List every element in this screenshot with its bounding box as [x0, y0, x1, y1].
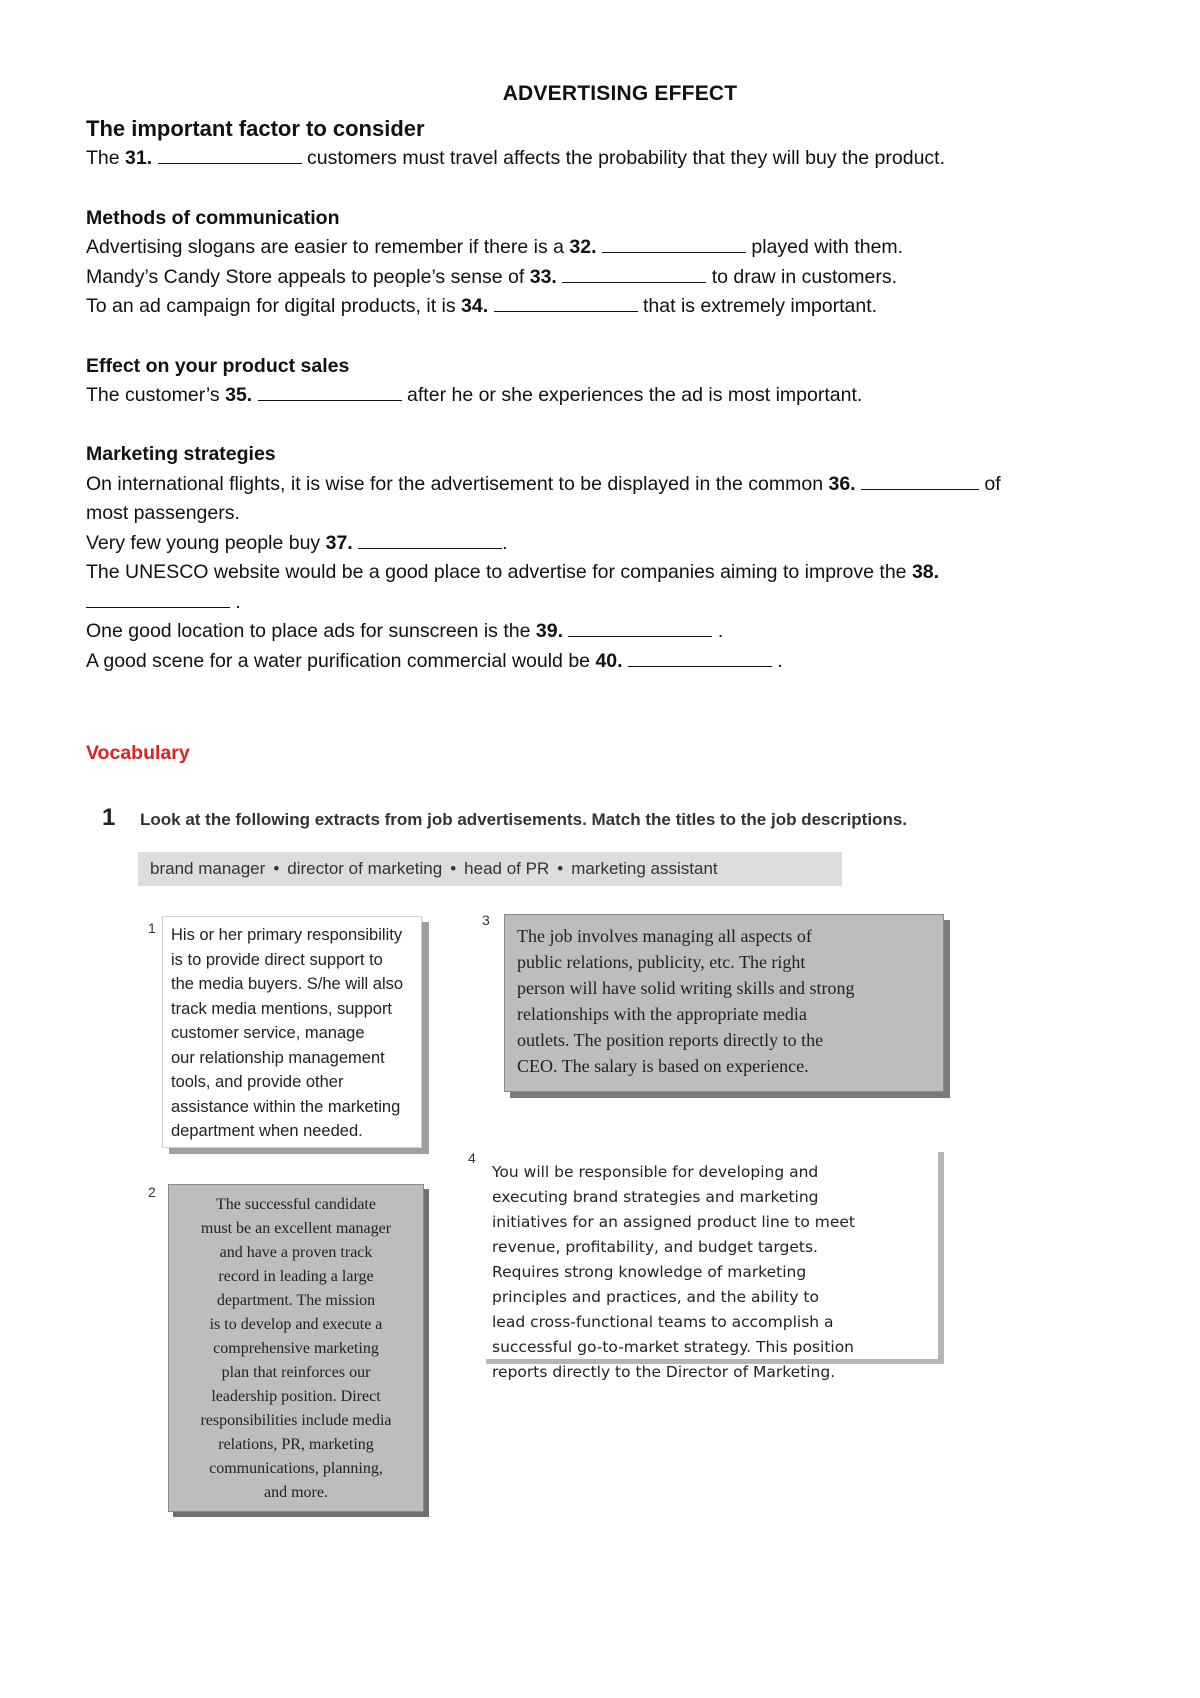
answer-blank-36[interactable] [861, 473, 979, 490]
job-box-label: 2 [148, 1184, 156, 1200]
question-40: A good scene for a water purification commercial would be 40. . [86, 650, 783, 672]
vocabulary-exercise [86, 796, 1036, 1520]
job-description-box-4: You will be responsible for developing and executing brand strategies and marketing initiatives for an assigned product line to meet revenue, profitability, and budget targets. Requires strong knowledge of marketing principles and practices, and the ability to lead cross-functional teams to accomplish a successful go-to-market strategy. This position reports directly to the Director of Marketing. [486, 1152, 944, 1364]
exercise-instruction: Look at the following extracts from job advertisements. Match the titles to the job descriptions. [140, 810, 908, 829]
answer-blank-34[interactable] [494, 295, 638, 312]
question-34: To an ad campaign for digital products, it is 34. that is extremely important. [86, 295, 878, 317]
answer-blank-31[interactable] [158, 147, 302, 164]
job-description-box-2: The successful candidate must be an excellent manager and have a proven track record in leading a large department. The mission is to develop and execute a comprehensive marketing plan that reinforces our leadership position. Direct responsibilities include media relations, PR, marketing communications, planning, and more. [168, 1184, 424, 1512]
section-heading-important-factor: The important factor to consider [86, 116, 425, 141]
exercise-number: 1 [102, 804, 116, 831]
vocabulary-heading: Vocabulary [86, 742, 190, 764]
question-32: Advertising slogans are easier to remember if there is a 32. played with them. [86, 236, 904, 258]
question-number: 33. [529, 266, 557, 288]
job-titles-bar [138, 852, 842, 886]
section-heading-effect: Effect on your product sales [86, 355, 350, 377]
section-heading-marketing: Marketing strategies [86, 443, 276, 465]
job-box-label: 3 [482, 912, 490, 928]
answer-blank-39[interactable] [568, 620, 712, 637]
bullet-separator: • [450, 859, 457, 878]
section-heading-methods: Methods of communication [86, 207, 340, 229]
question-38-continued: . [86, 590, 241, 614]
answer-blank-40[interactable] [628, 650, 772, 667]
document-title: ADVERTISING EFFECT [502, 82, 738, 105]
question-number: 36. [828, 473, 856, 495]
question-36: On international flights, it is wise for the advertisement to be displayed in the common 36. of [86, 473, 1001, 495]
answer-blank-37[interactable] [358, 532, 502, 549]
question-35: The customer’s 35. after he or she experiences the ad is most important. [86, 384, 863, 406]
job-title-term: director of marketing [287, 859, 443, 878]
job-title-term: brand manager [150, 859, 266, 878]
question-number: 34. [461, 295, 489, 317]
job-box-label: 4 [468, 1150, 476, 1166]
job-description-box-1: His or her primary responsibility is to provide direct support to the media buyers. S/he will also track media mentions, support customer service, manage our relationship management tools, and provide other assistance within the marketing department when needed. [162, 916, 422, 1148]
question-36-continued: most passengers. [86, 502, 240, 524]
job-title-term: head of PR [464, 859, 550, 878]
job-description-box-3: The job involves managing all aspects of public relations, publicity, etc. The right person will have solid writing skills and strong relationships with the appropriate media outlets. The position reports directly to the CEO. The salary is based on experience. [504, 914, 944, 1092]
question-number: 32. [569, 236, 597, 258]
answer-blank-33[interactable] [562, 266, 706, 283]
question-37: Very few young people buy 37. . [86, 532, 508, 554]
question-number: 37. [325, 532, 353, 554]
answer-blank-38[interactable] [86, 591, 230, 608]
question-39: One good location to place ads for sunscreen is the 39. . [86, 620, 724, 642]
question-number: 39. [535, 620, 563, 642]
bullet-separator: • [273, 859, 280, 878]
answer-blank-35[interactable] [258, 384, 402, 401]
question-38: The UNESCO website would be a good place to advertise for companies aiming to improve the 38. [86, 561, 940, 583]
question-33: Mandy’s Candy Store appeals to people’s sense of 33. to draw in customers. [86, 266, 898, 288]
question-31: The 31. customers must travel affects the probability that they will buy the product. [86, 147, 946, 169]
bullet-separator: • [557, 859, 564, 878]
job-box-label: 1 [148, 920, 156, 936]
job-title-term: marketing assistant [571, 859, 718, 878]
question-number: 31. [125, 147, 153, 169]
answer-blank-32[interactable] [602, 236, 746, 253]
question-number: 40. [595, 650, 623, 672]
question-number: 35. [225, 384, 253, 406]
question-number: 38. [911, 561, 940, 583]
